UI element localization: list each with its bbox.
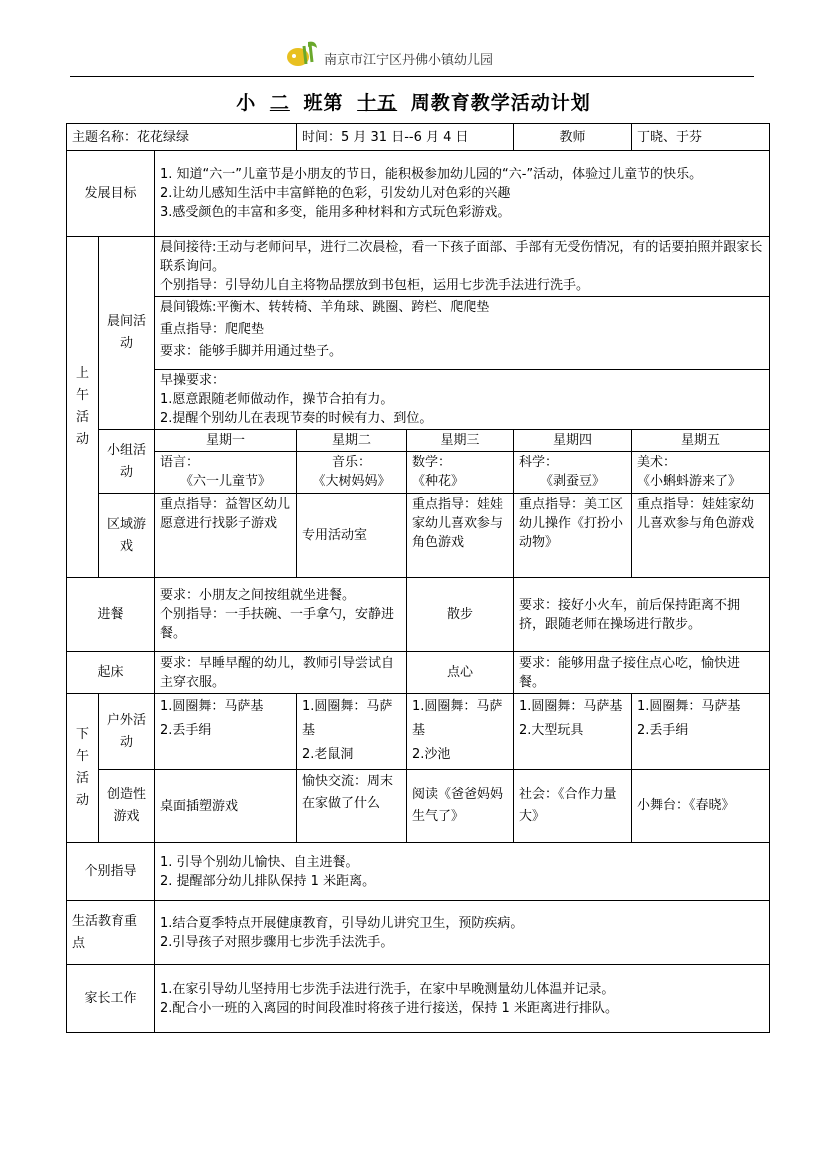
meal-label: 进餐: [67, 578, 155, 652]
weekday-header: 星期二: [297, 430, 407, 452]
goal-line: 2.让幼儿感知生活中丰富鲜艳的色彩，引发幼儿对色彩的兴趣: [160, 186, 511, 201]
outdoor-cell: [514, 694, 632, 770]
drill-line: 早操要求：: [160, 373, 226, 388]
school-logo-icon: [286, 38, 320, 68]
time-label: 时间：5 月 31 日--6 月 4 日: [297, 124, 514, 151]
outdoor-cell: [155, 694, 297, 770]
area-game-row: [67, 494, 770, 578]
reception-line: 晨间接待:王动与老师问早，进行二次晨检，看一下孩子面部、手部有无受伤情况，有的话要拍照并跟家长联系询问。: [160, 240, 763, 274]
group-topic: 《小蝌蚪游来了》: [637, 474, 742, 489]
meal-content: [155, 578, 407, 652]
group-cell: [407, 452, 514, 494]
group-activity-label: 小组活动: [99, 430, 155, 494]
creative-cell: 小舞台：《春晓》: [632, 770, 770, 843]
drill-line: 1.愿意跟随老师做动作，操节合拍有力。: [160, 392, 394, 407]
goal-line: 1. 知道“六一”儿童节是小朋友的节日，能积极参加幼儿园的“六-”活动，体验过儿童节的快乐。: [160, 167, 703, 182]
group-subject: 音乐：: [331, 455, 371, 470]
individual-row: [67, 843, 770, 901]
walk-label: 散步: [407, 578, 514, 652]
outdoor-line: 1.圆圈舞：马萨基: [302, 699, 393, 738]
outdoor-cell: [407, 694, 514, 770]
exercise-line: 重点指导：爬爬垫: [160, 322, 265, 337]
meal-line: 要求：小朋友之间按组就坐进餐。: [160, 588, 356, 603]
creative-cell: 愉快交流：周末在家做了什么: [297, 770, 407, 843]
goals-label: 发展目标: [67, 151, 155, 237]
title-suffix: 周教育教学活动计划: [410, 92, 591, 114]
outdoor-line: 2.老鼠洞: [302, 747, 354, 762]
exercise-row: [67, 297, 770, 370]
wake-label: 起床: [67, 652, 155, 694]
group-cell: [514, 452, 632, 494]
outdoor-cell: [632, 694, 770, 770]
life-label: 生活教育重 点: [67, 901, 155, 965]
life-line: 2.引导孩子对照步骤用七步洗手法洗手。: [160, 934, 394, 950]
reception-row: [67, 237, 770, 297]
wake-content: 要求：早睡早醒的幼儿，教师引导尝试自主穿衣服。: [155, 652, 407, 694]
outdoor-line: 2.丢手绢: [160, 723, 212, 738]
outdoor-line: 1.圆圈舞：马萨基: [519, 699, 623, 714]
life-line: 1.结合夏季特点开展健康教育，引导幼儿讲究卫生，预防疾病。: [160, 915, 524, 931]
reception-content: [155, 237, 770, 297]
meal-row: [67, 578, 770, 652]
area-cell: 重点指导：娃娃家幼儿喜欢参与角色游戏: [407, 494, 514, 578]
group-subject: 美术：: [637, 455, 677, 470]
outdoor-cell: [297, 694, 407, 770]
drill-content: [155, 370, 770, 430]
goals-row: [67, 151, 770, 237]
morning-label: 上午活动: [67, 237, 99, 578]
title-mid: 班第: [303, 92, 344, 114]
meal-line: 个别指导：一手扶碗、一手拿勺，安静进餐。: [160, 607, 395, 641]
teacher-label: 教师: [514, 124, 632, 151]
weekday-header: 星期一: [155, 430, 297, 452]
life-content: [155, 901, 770, 965]
afternoon-label: 下午活动: [67, 694, 99, 843]
parents-label: 家长工作: [67, 965, 155, 1033]
creative-cell: 桌面插塑游戏: [155, 770, 297, 843]
parents-line: 1.在家引导幼儿坚持用七步洗手法进行洗手，在家中早晚测量幼儿体温并记录。: [160, 981, 615, 997]
wake-row: [67, 652, 770, 694]
exercise-content: [155, 297, 770, 370]
snack-content: 要求：能够用盘子接住点心吃，愉快进餐。: [514, 652, 770, 694]
individual-line: 1. 引导个别幼儿愉快、自主进餐。: [160, 854, 359, 870]
creative-cell: 社会：《合作力量大》: [514, 770, 632, 843]
outdoor-line: 2.丢手绢: [637, 723, 689, 738]
weekday-row: [67, 430, 770, 452]
group-topic: 《剥蚕豆》: [539, 474, 605, 489]
creative-cell: 阅读《爸爸妈妈生气了》: [407, 770, 514, 843]
snack-label: 点心: [407, 652, 514, 694]
walk-content: 要求：接好小火车，前后保持距离不拥挤，跟随老师在操场进行散步。: [514, 578, 770, 652]
life-row: [67, 901, 770, 965]
drill-line: 2.提醒个别幼儿在表现节奏的时候有力、到位。: [160, 411, 433, 426]
group-subject: 科学：: [519, 455, 559, 470]
area-cell: 专用活动室: [297, 494, 407, 578]
individual-content: [155, 843, 770, 901]
parents-line: 2.配合小一班的入离园的时间段准时将孩子进行接送，保持 1 米距离进行排队。: [160, 1000, 618, 1016]
exercise-line: 要求：能够手脚并用通过垫子。: [160, 344, 343, 359]
creative-row: [67, 770, 770, 843]
group-topic: 《六一儿童节》: [179, 474, 271, 489]
area-cell: 重点指导：益智区幼儿愿意进行找影子游戏: [155, 494, 297, 578]
title-week: 十五: [357, 92, 398, 114]
weekday-header: 星期四: [514, 430, 632, 452]
teacher-names: 丁晓、于芬: [632, 124, 770, 151]
page-header: [70, 36, 754, 77]
group-subject: 语言：: [160, 455, 200, 470]
theme-label: 主题名称：花花绿绿: [67, 124, 297, 151]
weekday-header: 星期五: [632, 430, 770, 452]
info-row: [67, 124, 770, 151]
group-cell: [155, 452, 297, 494]
group-cell: [632, 452, 770, 494]
school-name: 南京市江宁区丹佛小镇幼儿园: [324, 53, 494, 68]
outdoor-line: 1.圆圈舞：马萨基: [160, 699, 264, 714]
group-activity-row: [67, 452, 770, 494]
title-class-prefix: 小: [236, 92, 257, 114]
individual-line: 2. 提醒部分幼儿排队保持 1 米距离。: [160, 873, 376, 889]
outdoor-row: [67, 694, 770, 770]
title-class-num: 二: [269, 92, 290, 114]
parents-content: [155, 965, 770, 1033]
individual-label: 个别指导: [67, 843, 155, 901]
outdoor-line: 1.圆圈舞：马萨基: [637, 699, 741, 714]
early-activity-label: 晨间活动: [99, 237, 155, 430]
outdoor-line: 2.大型玩具: [519, 723, 584, 738]
area-cell: 重点指导：娃娃家幼儿喜欢参与角色游戏: [632, 494, 770, 578]
outdoor-line: 1.圆圈舞：马萨基: [412, 699, 503, 738]
goals-content: [155, 151, 770, 237]
outdoor-line: 2.沙池: [412, 747, 451, 762]
goal-line: 3.感受颜色的丰富和多变，能用多种材料和方式玩色彩游戏。: [160, 205, 511, 220]
outdoor-label: 户外活动: [99, 694, 155, 770]
group-cell: [297, 452, 407, 494]
area-cell: 重点指导：美工区幼儿操作《打扮小动物》: [514, 494, 632, 578]
group-topic: 《种花》: [412, 474, 465, 489]
parents-row: [67, 965, 770, 1033]
page-title: [0, 88, 827, 115]
group-subject: 数学：: [412, 455, 452, 470]
area-game-label: 区域游戏: [99, 494, 155, 578]
drill-row: [67, 370, 770, 430]
weekday-header: 星期三: [407, 430, 514, 452]
group-topic: 《大树妈妈》: [312, 474, 391, 489]
creative-label: 创造性游戏: [99, 770, 155, 843]
exercise-line: 晨间锻炼:平衡木、转转椅、羊角球、跳圈、跨栏、爬爬垫: [160, 300, 490, 315]
reception-line: 个别指导：引导幼儿自主将物品摆放到书包柜，运用七步洗手法进行洗手。: [160, 278, 590, 293]
plan-table: [66, 123, 770, 1033]
